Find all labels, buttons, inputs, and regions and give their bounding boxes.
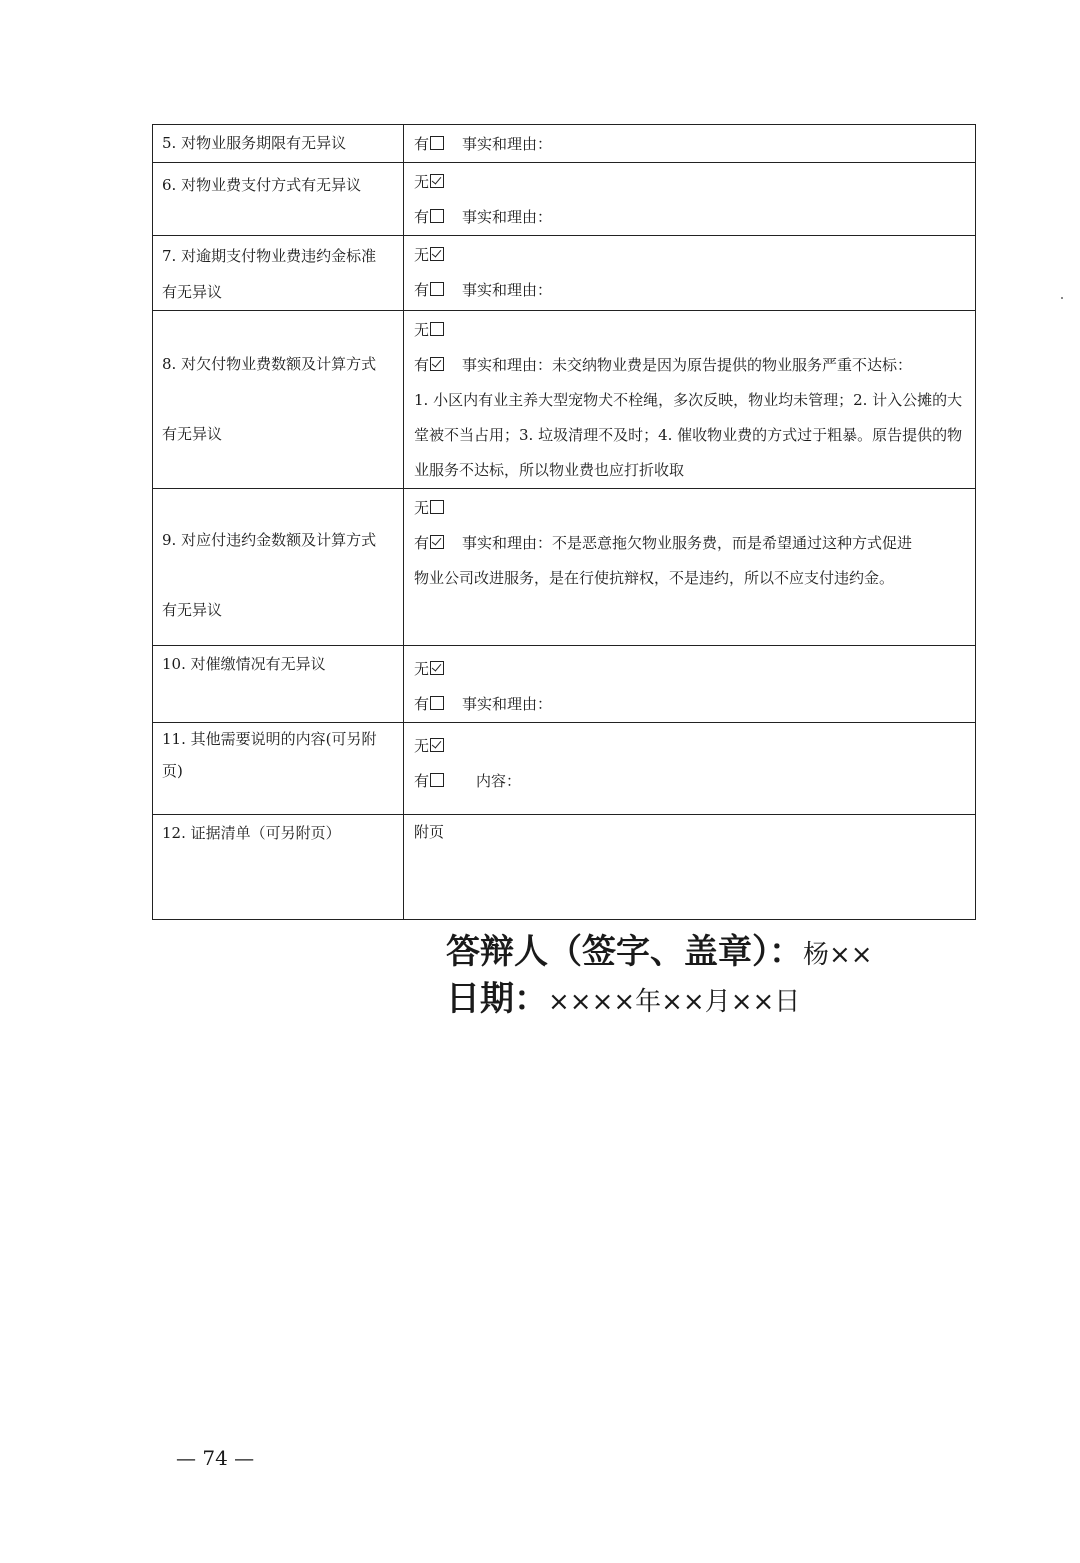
option-label: 有 — [414, 281, 430, 299]
option-line — [414, 526, 967, 561]
option-label: 无 — [414, 660, 430, 678]
label-line: 有无异议 — [162, 283, 223, 301]
label-line: 页) — [162, 762, 183, 780]
label-line: 8. 对欠付物业费数额及计算方式 — [162, 355, 377, 373]
row-label — [153, 236, 404, 311]
defense-form-table — [152, 124, 976, 920]
option-label: 无 — [414, 173, 430, 191]
reason-detail: 1. 小区内有业主养大型宠物犬不栓绳，多次反映，物业均未管理；2. 计入公摊的大堂被不当占用；3. 垃圾清理不及时；4. 催收物业费的方式过于粗暴。原告提供的物业服务不达标，所以物业费也应打折收取 — [414, 391, 963, 479]
row-answer — [404, 311, 976, 489]
option-label: 无 — [414, 499, 430, 517]
unchecked-box-icon — [430, 500, 444, 514]
option-label: 有 — [414, 772, 430, 790]
reason-text: 事实和理由： — [462, 281, 553, 299]
option-line — [414, 764, 967, 799]
table-row — [153, 236, 976, 311]
label-line: 有无异议 — [162, 601, 223, 619]
row-label — [153, 646, 404, 723]
table-row — [153, 815, 976, 920]
option-line — [414, 348, 967, 383]
label-line: 7. 对逾期支付物业费违约金标准 — [162, 247, 377, 265]
row-answer — [404, 236, 976, 311]
table-row — [153, 125, 976, 163]
date-value: ××××年××月××日 — [548, 987, 801, 1017]
table-row — [153, 489, 976, 646]
option-line — [414, 491, 967, 526]
row-label — [153, 489, 404, 646]
page-number: — 74 — — [176, 1446, 255, 1470]
label-line: 11. 其他需要说明的内容(可另附 — [162, 730, 377, 748]
table-row — [153, 311, 976, 489]
row-label — [153, 163, 404, 236]
option-line — [414, 729, 967, 764]
label-line: 5. 对物业服务期限有无异议 — [162, 134, 347, 152]
option-label: 有 — [414, 695, 430, 713]
option-line — [414, 165, 967, 200]
checked-box-icon — [430, 174, 444, 188]
option-label: 无 — [414, 737, 430, 755]
reason-text: 事实和理由：不是恶意拖欠物业服务费，而是希望通过这种方式促进 — [462, 534, 913, 552]
unchecked-box-icon — [430, 322, 444, 336]
table-row — [153, 646, 976, 723]
table-row — [153, 723, 976, 815]
row-answer — [404, 815, 976, 920]
unchecked-box-icon — [430, 282, 444, 296]
row-label — [153, 125, 404, 163]
row-answer — [404, 125, 976, 163]
reason-text: 事实和理由： — [462, 135, 553, 153]
option-line — [414, 127, 967, 162]
label-line: 10. 对催缴情况有无异议 — [162, 655, 326, 673]
checked-box-icon — [430, 247, 444, 261]
row-label — [153, 815, 404, 920]
unchecked-box-icon — [430, 209, 444, 223]
reason-detail: 物业公司改进服务，是在行使抗辩权，不是违约，所以不应支付违约金。 — [414, 569, 895, 587]
option-label: 有 — [414, 135, 430, 153]
option-label: 有 — [414, 356, 430, 374]
date-line — [446, 977, 873, 1024]
row-answer — [404, 489, 976, 646]
respondent-label: 答辩人（签字、盖章）： — [446, 932, 803, 972]
row-answer — [404, 163, 976, 236]
label-line: 9. 对应付违约金数额及计算方式 — [162, 531, 377, 549]
attachment-note: 附页 — [414, 823, 445, 841]
signature-block — [446, 930, 873, 1024]
reason-text: 事实和理由：未交纳物业费是因为原告提供的物业服务严重不达标： — [462, 356, 913, 374]
checked-box-icon — [430, 661, 444, 675]
label-line: 有无异议 — [162, 425, 223, 443]
checked-box-icon — [430, 738, 444, 752]
option-line — [414, 652, 967, 687]
row-label — [153, 311, 404, 489]
respondent-value: 杨×× — [803, 940, 873, 970]
option-line — [414, 313, 967, 348]
option-line — [414, 687, 967, 722]
row-answer — [404, 646, 976, 723]
reason-text: 事实和理由： — [462, 208, 553, 226]
option-line — [414, 200, 967, 235]
checked-box-icon — [430, 535, 444, 549]
label-line: 12. 证据清单（可另附页） — [162, 824, 341, 842]
option-line — [414, 238, 967, 273]
option-label: 有 — [414, 534, 430, 552]
option-label: 有 — [414, 208, 430, 226]
unchecked-box-icon — [430, 773, 444, 787]
reason-text: 内容： — [476, 772, 522, 790]
row-label — [153, 723, 404, 815]
option-label: 无 — [414, 321, 430, 339]
unchecked-box-icon — [430, 696, 444, 710]
table-row — [153, 163, 976, 236]
label-line: 6. 对物业费支付方式有无异议 — [162, 176, 362, 194]
checked-box-icon — [430, 357, 444, 371]
option-line — [414, 273, 967, 308]
scan-speck — [1061, 297, 1063, 299]
respondent-line — [446, 930, 873, 977]
row-answer — [404, 723, 976, 815]
option-label: 无 — [414, 246, 430, 264]
reason-text: 事实和理由： — [462, 695, 553, 713]
date-label: 日期： — [446, 979, 548, 1019]
unchecked-box-icon — [430, 136, 444, 150]
